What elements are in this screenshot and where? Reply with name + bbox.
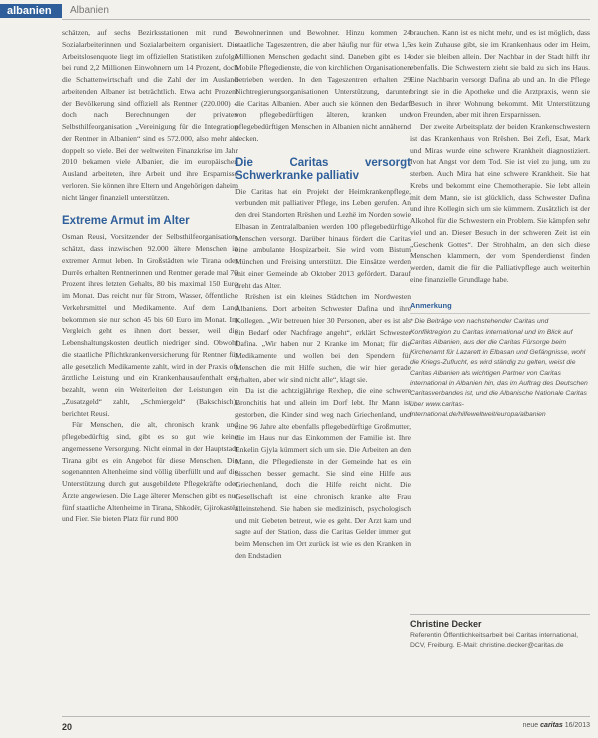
author-box bbox=[410, 614, 590, 650]
issue-number: 16/2013 bbox=[564, 722, 590, 729]
paragraph: Die Caritas hat ein Projekt der Heimkrankenpflege, verbunden mit palliativer Pflege, ins Leben gerufen. An den drei Standorten Rrëshen und Lezhë im Norden sowie Elbasan in Zentralalbanien werden 100 pflegebedürftige Menschen versorgt. Darüber hinaus fördert die Caritas eine ambulante Hospizarbeit. Sie wird vom Bistum München und Freising unterstützt. Die Einsätze werden mit einer Gemeinde ab Oktober 2013 gefördert. Darauf dreht das Alter. bbox=[235, 186, 411, 290]
column-2 bbox=[235, 27, 411, 712]
column-3 bbox=[410, 27, 590, 612]
page-number: 20 bbox=[62, 722, 73, 732]
author-rule bbox=[410, 614, 590, 615]
paragraph: Für Menschen, die alt, chronisch krank und pflegebedürftig sind, gibt es so gut wie keine angemessene Versorgung. Nicht einmal in der Hauptstadt Tirana gibt es ein Angebot für diese Menschen. Die sogenannten Altenheime sind völlig überfüllt und auf die Unterstützung durch gut ausgebildete Pflegekräfte oder Ärzte angewiesen. Die Lage älterer Menschen gibt es nur fünf staatliche Altenheime in Tirana, Shkodër, Gjirokastër und Fier. Sie bieten Platz für rund 800 bbox=[62, 420, 238, 524]
page-header bbox=[0, 0, 598, 20]
paragraph: Da ist die achtzigjährige Rexhep, die eine schwere Bronchitis hat und allein im Dorf lebt. Ihr Mann ist gestorben, die Kinder sind weg nach Griechenland, und eine 96 Jahre alte ebenfalls pflegebedürftige Großmutter, die im Haus nur das Einkommen der Familie ist. Ihre Enkelin Gjyla kümmert sich um sie. Die Arbeiten an den Mann, die Pflegedienste in der Gemeinde hat es ein bisschen besser gemacht. Sie sind eine Hilfe aus Griechenland, doch die Hilfe reicht nicht. Die Gesellschaft ist eine chronisch kranke alte Frau alleinstehend. Sie haben sie medizinisch, psychologisch und mit Gebeten betreut, wie es geht. Der Arzt kam und sagte auf der Station, dass die Caritas Gelder immer gut beim Menschen im Ort zurück ist wie es den Kranken in den Endstadien bbox=[235, 386, 411, 560]
annotation-text: * Die Beiträge von nachstehender Caritas und Konfliktregion zu Caritas international und im Blick auf Caritas Albanien, aus der die Caritas Fürsorge beim Kirchenamt für Lazarett in Elbasan und Gefängnisse, wohl die Kriegs-Zuflucht, es wird ständig zu gelten, weist die Caritas Albanien als wichtigen Partner von Caritas international in Albanien hin, das im Auftrag des Deutschen Caritasverbandes ist, und die Albanische Nationale Caritas über www.caritas-international.de/hilfeweltweit/europa/albanien bbox=[410, 318, 588, 418]
paragraph: Der zweite Arbeitsplatz der beiden Krankenschwestern ist das Krankenhaus von Rrëshen. Bei Zefi, Esat, Mark und Miras wurde eine schwere Krankheit diagnostiziert. Ivon hat Angst vor dem Tod. Sie ist viel zu jung, um zu sterben. Auch Mira hat eine schwere Krankheit. Sie hat Krebs und bekommt eine Chemotherapie. Sie lebt allein mit dem Mann, sie ist glücklich, dass Schwester Dafina und ihre Kollegin sich um sie kümmern. Zusätzlich ist der Alkohol für die Schwestern ein Problem. Sie kämpfen sehr viel und an. Dieser Besuch in der schweren Zeit ist ein „Geschenk Gottes“. Der Strohhalm, an den sich diese Menschen klammern, der vom Spenderdienst finden werden, damit die für die Palliativpflege auch weiterhin eine finanzielle Grundlage habe. bbox=[410, 122, 590, 284]
subheading-caritas-palliative: Die Caritas versorgt Schwerkranke palliativ bbox=[235, 156, 411, 182]
page-footer bbox=[0, 716, 598, 738]
column-1 bbox=[62, 27, 238, 712]
footer-rule bbox=[62, 716, 590, 717]
magazine-name: caritas bbox=[540, 722, 563, 729]
section-label: Albanien bbox=[70, 5, 109, 16]
magazine-prefix: neue bbox=[522, 722, 539, 729]
author-name: Christine Decker bbox=[410, 619, 482, 629]
subheading-extreme-poverty: Extreme Armut im Alter bbox=[62, 215, 190, 228]
section-tag: albanien bbox=[0, 4, 62, 18]
paragraph: Rrëshen ist ein kleines Städtchen im Nordwesten Albaniens. Dort arbeiten Schwester Dafina und ihre Kollegen. „Wir betreuen hier 30 Personen, aber es ist als ein Bedarf oder Nachfrage angeht“, erklärt Schwester Dafina. „Wir haben nur 2 Kranke im Monat; für die Medikamente und wollen bei den Spendern für Menschen die mit Hilfe suchen, die wir hier gerade erhalten, aber wir sind nicht alle“, klagt sie. bbox=[235, 292, 411, 384]
paragraph: brauchen. Kann ist es nicht mehr, und es ist möglich, dass es kein Zuhause gibt, sie im Krankenhaus oder im Heim, oder sie bleiben allein. Der Nachbar in der Stadt hilft ihr ebenfalls. Die Schwestern zieht sie bald zu sich ins Haus. Eine Nachbarin versorgt Dafina ab und an. In die Pflege bringt sie in die Apotheke und die Arztpraxis, wenn sie Besuch in ihrer Wohnung bekommt. Mit Unterstützung von Freunden, aber mit ihren Ersparnissen. bbox=[410, 28, 590, 120]
paragraph: Bewohnerinnen und Bewohner. Hinzu kommen 24 staatliche Tageszentren, die aber häufig nur für etwa 1,5 Millionen Menschen gedacht sind. Daneben gibt es 14 Mobile Pflegedienste, die von kirchlichen Organisationen betrieben werden. In den Tageszentren erhalten 29 Nichtregierungsorganisationen Unterstützung, darunter die Caritas Albanien. Aber auch sie können den Bedarf von pflegebedürftigen älteren, kranken und pflegebedürftigen Menschen in Albanien nicht annähernd decken. bbox=[235, 28, 411, 143]
magazine-credit bbox=[523, 722, 590, 729]
paragraph: schätzen, auf sechs Bezirksstationen mit rund 7 Sozialarbeiterinnen und Sozialarbeitern organisiert. Die Arbeitslosenquote liegt im offiziellen Statistiken zufolge bei rund 2,2 Millionen Einwohnern um 14 Prozent, doch die Schattenwirtschaft und die Zahl der im Ausland arbeitenden Albaner ist beträchtlich. Etwa acht Prozent der Bevölkerung sind offiziell als Rentner (220.000) – doch nach Berechnungen der privaten Selbsthilfeorganisation „Vereinigung für die Integration der Rentner in Albanien“ sind es 572.000, also mehr als doppelt so viele. Bei der weltweiten Finanzkrise im Jahr 2010 bekamen viele Albanier, die im europäischen Ausland arbeiteten, ihre Arbeit und ihre Ersparnisse verloren. Sie können ihre Eltern und Angehörigen daheim nicht länger finanziell unterstützen. bbox=[62, 28, 238, 202]
annotation-title: Anmerkung bbox=[410, 300, 452, 310]
annotation-rule bbox=[410, 313, 590, 314]
author-bio: Referentin Öffentlichkeitsarbeit bei Caritas international, DCV, Freiburg. E-Mail: christine.decker@caritas.de bbox=[410, 632, 578, 649]
header-rule bbox=[62, 19, 590, 20]
paragraph: Osman Reusi, Vorsitzender der Selbsthilfeorganisation, schätzt, dass inzwischen 92.000 ältere Menschen in extremer Armut leben. In Großstädten wie Tirana oder Durrës erhalten Rentnerinnen und Rentner gerade mal 70 Prozent ihres letzten Gehalts, 80 bis maximal 150 Euro im Monat. Das reicht nur für Strom, Wasser, öffentliche Verkehrsmittel und Medikamente. Auf dem Land bekommen sie nur schon 45 bis 60 Euro im Monat. Im Vergleich geht es ihnen dort besser, weil die Lebenshaltungskosten deutlich niedriger sind. Obwohl die staatliche Pflichtkrankenversicherung für Rentner für alle gesetzlich Medikamente zahlt, wird in der Praxis oft ärztliche Leistung und ein Krankenhausaufenthalt erst bezahlt, wenn ein Weiterleiten der Leistungen ein „Zusatzgeld“ zahlt, „Schmiergeld“ (Bakschisch), berichtet Reusi. bbox=[62, 232, 238, 418]
